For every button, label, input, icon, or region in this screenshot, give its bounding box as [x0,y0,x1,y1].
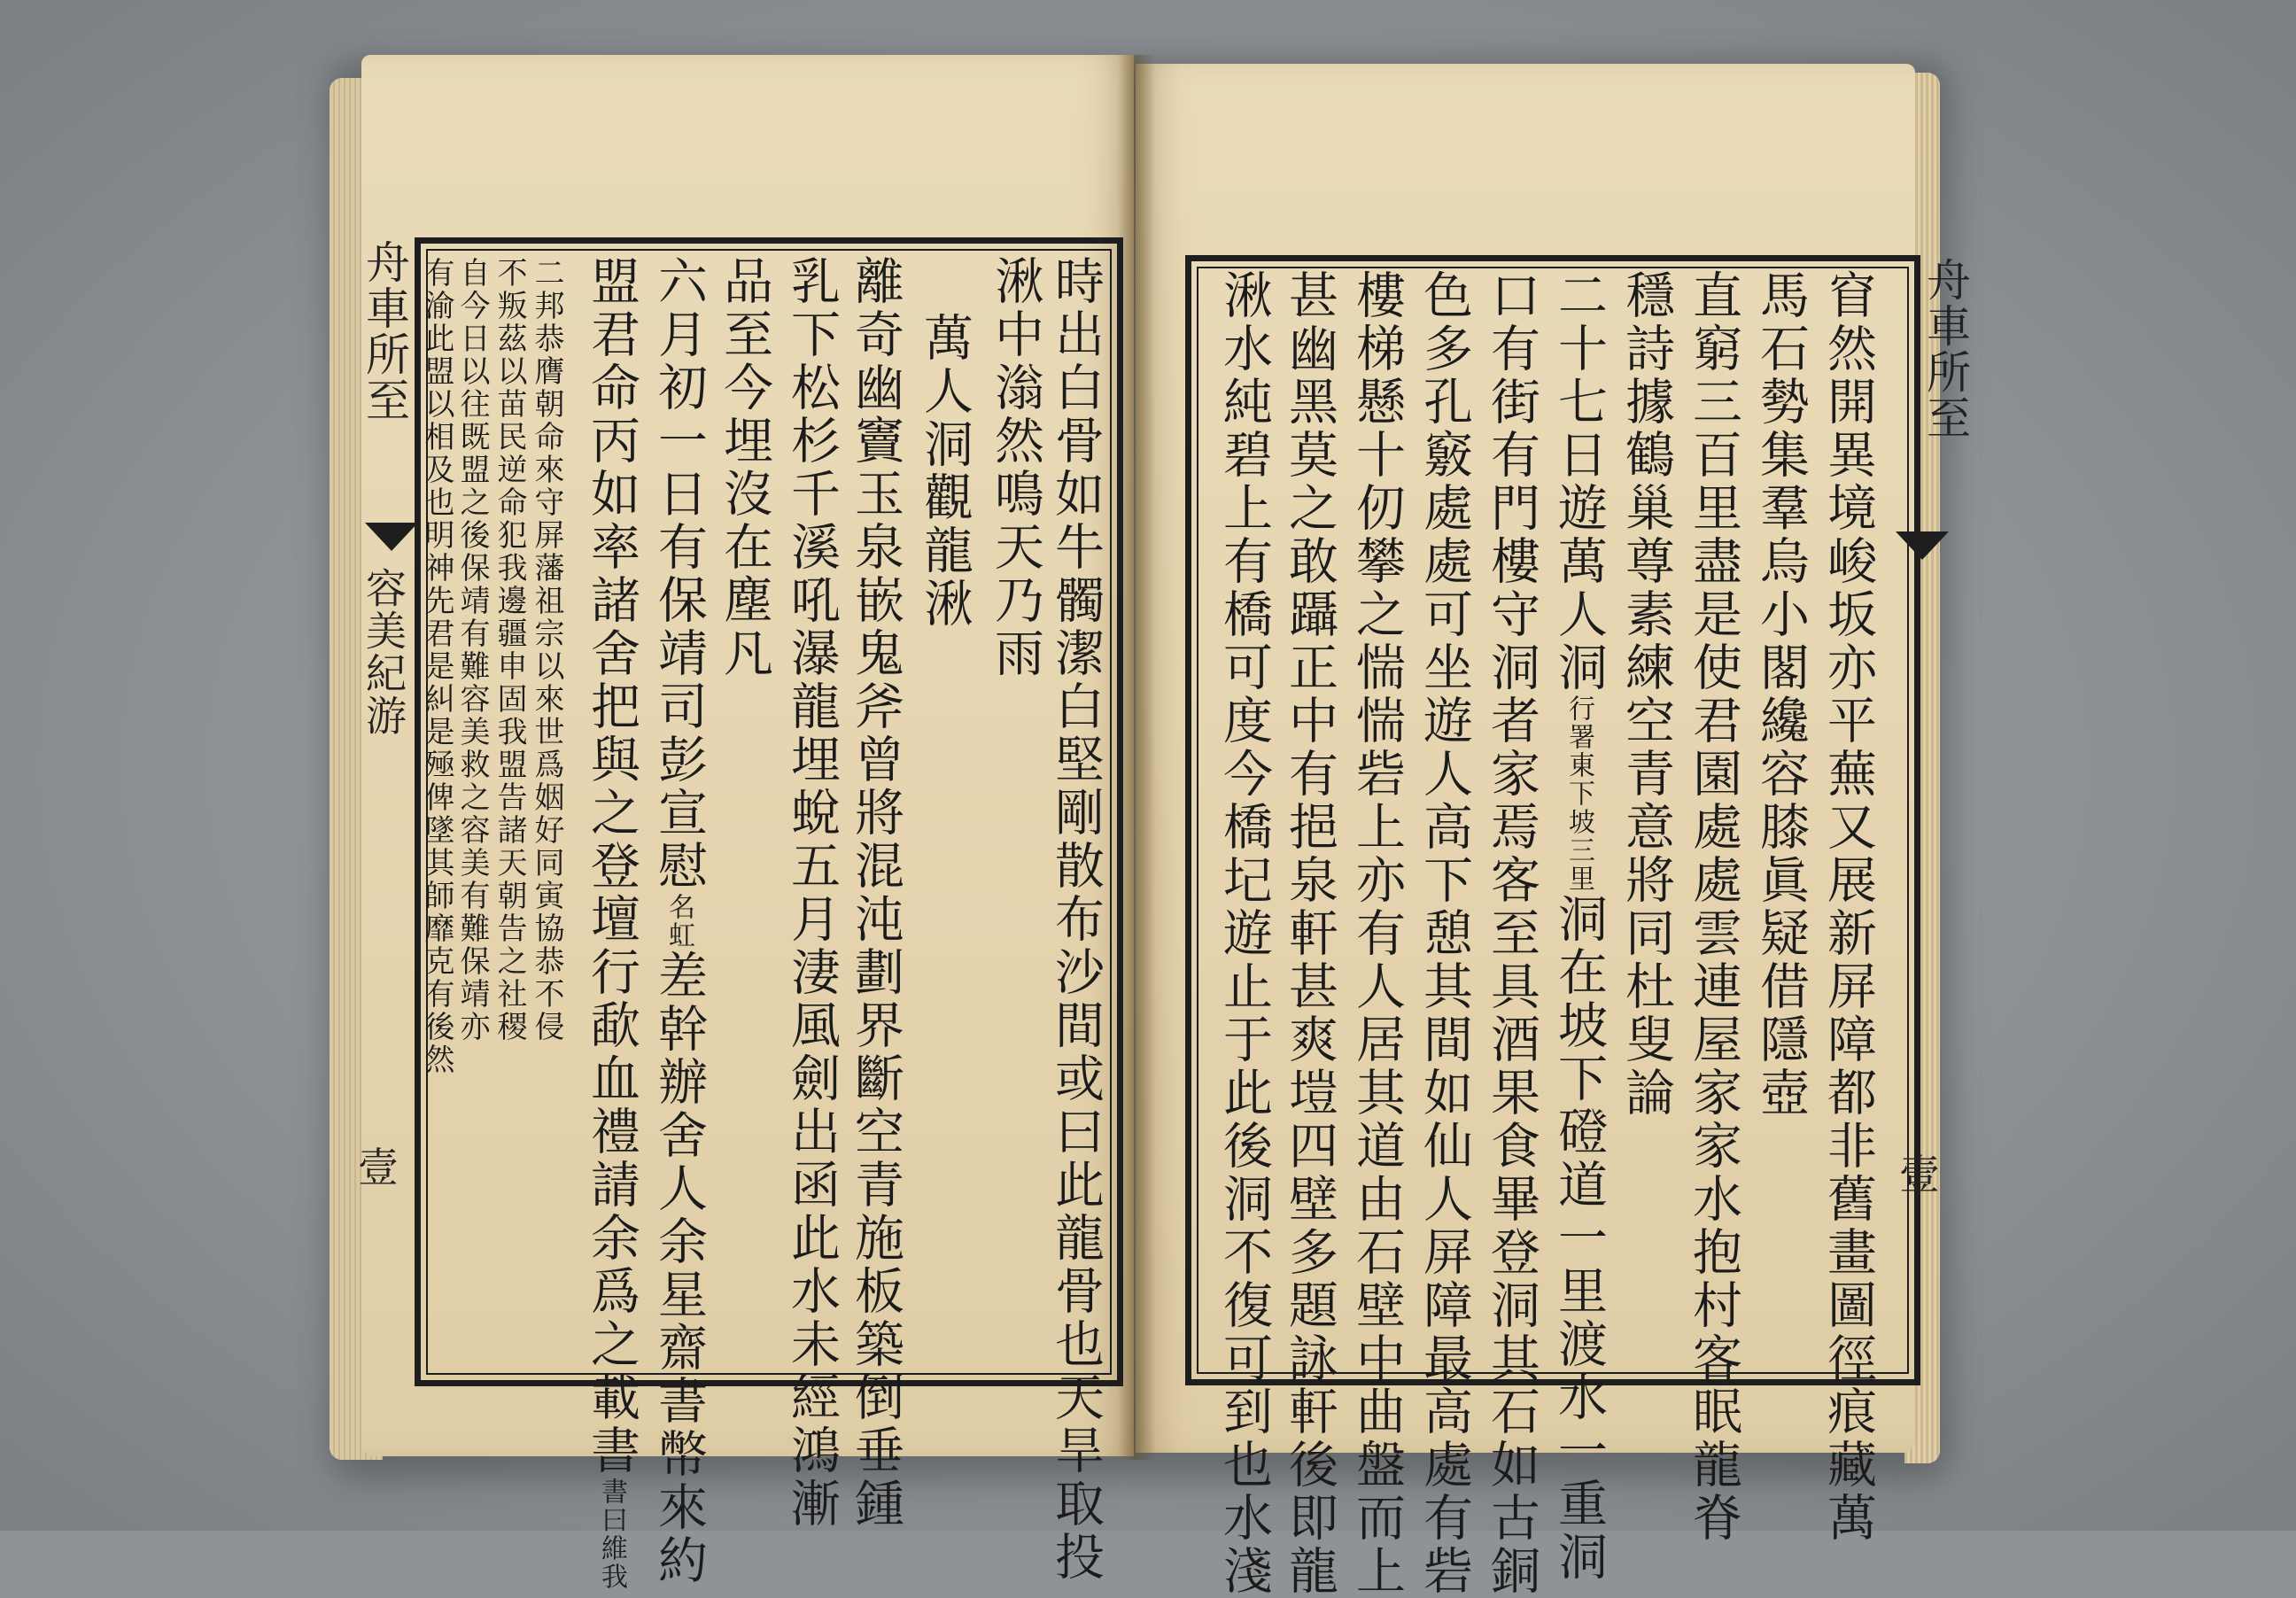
right-col-1: 窅然開異境峻坂亦平蕪又展新屏障都非舊畫圖徑痕藏萬 [1819,269,1877,1545]
right-col-5 [1550,269,1608,1584]
left-col-8-main: 盟君命丙如率諸舍把與之登壇行歃血禮請余爲之載書 [583,255,640,1478]
right-col-8: 樓梯懸十仞攀之惴惴砦上亦有人居其道由石壁中曲盤而上 [1348,269,1406,1598]
right-col-10: 湫水純碧上有橋可度今橋圮遊止于此後洞不復可到也水淺 [1215,269,1273,1598]
left-col-9: 二邦恭膺朝命來守屏藩祖宗以來世爲姻好同寅協恭不侵 [529,257,564,1043]
right-margin-title: 舟車所至 [1920,257,1971,441]
right-col-9: 甚幽黑莫之敢躡正中有挹泉軒甚爽塏四壁多題詠軒後即龍 [1281,269,1338,1598]
left-col-3-heading: 萬人洞觀龍湫 [916,312,973,631]
left-col-6: 品至今埋沒在塵凡 [716,255,773,680]
right-col-3: 直窮三百里盡是使君園處處雲連屋家家水抱村客眠龍脊 [1685,269,1742,1545]
left-page-number: 壹 [358,1144,399,1191]
left-col-7-head: 六月初一日有保靖司彭宣慰 [650,255,708,893]
left-col-11: 自今日以往既盟之後保靖有難容美救之容美有難保靖亦 [454,257,490,1043]
left-col-7-tail: 差幹辦舍人余星齋書幣來約 [650,950,708,1587]
left-col-1: 時出白骨如牛髑潔白堅剛散布沙間或曰此龍骨也天旱取投 [1047,255,1105,1584]
left-col-10: 不叛茲以苗民逆命犯我邊疆申固我盟告諸天朝告之社稷 [492,257,527,1043]
left-col-12 [419,257,454,1355]
right-col-2: 馬石勢集羣烏小閣纔容膝眞疑借隱壺 [1752,269,1810,1120]
book-gutter [1118,55,1155,1460]
left-col-8-note: 書曰維我 [596,1478,627,1591]
right-col-5-head: 二十七日遊萬人洞 [1550,269,1608,694]
left-col-5: 乳下松杉千溪吼瀑龍埋蛻五月淒風劍出函此水未經鴻漸 [783,255,841,1531]
fishtail-mark [365,523,418,551]
fishtail-mark-right [1896,531,1949,560]
right-col-6: 口有街有門樓守洞者家焉客至具酒果食畢登洞其石如古銅 [1483,269,1540,1598]
left-col-2: 湫中滃然鳴天乃雨 [987,255,1044,680]
left-margin-title: 舟車所至 [359,239,410,423]
left-col-12-main: 有渝此盟以相及也明神先君是糾是殛俾墜其師靡克有後 [419,257,454,1043]
right-page-number: 壹 [1899,1151,1940,1198]
right-col-5-note: 行署東下坡三里 [1563,694,1594,893]
left-col-7-note: 名虹 [663,893,694,950]
left-col-8 [583,255,640,1591]
right-col-4: 穩詩據鶴巢尊素練空青意將同杜叟論 [1617,269,1675,1120]
left-col-12-tail: 然 [419,1043,454,1076]
left-col-7 [650,255,708,1587]
right-col-5-tail: 洞在坡下磴道一里渡水一重洞 [1550,893,1608,1584]
right-col-7: 色多孔竅處處可坐遊人高下憩其間如仙人屏障最高處有砦 [1416,269,1473,1598]
left-col-4: 離奇幽竇玉泉嵌鬼斧曾將混沌劃界斷空青施板築倒垂鍾 [847,255,904,1531]
left-margin-subtitle: 容美紀游 [360,567,407,737]
